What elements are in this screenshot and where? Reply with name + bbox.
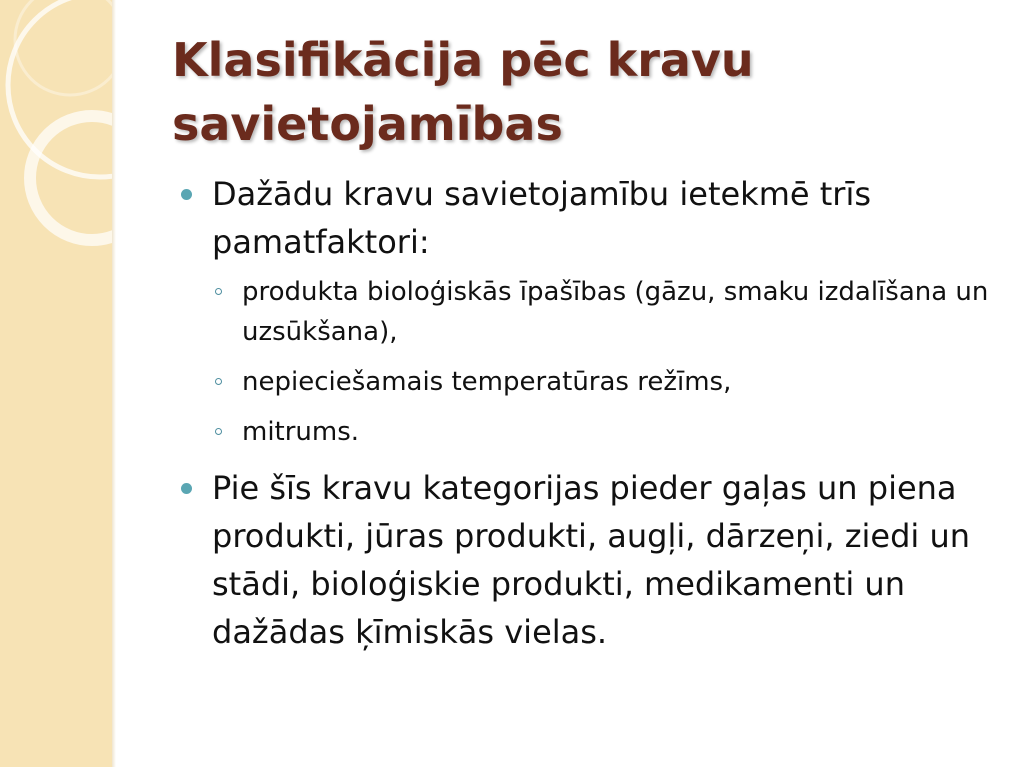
decorative-side-band bbox=[0, 0, 112, 767]
sub-bullet-ring-icon bbox=[215, 378, 222, 385]
sub-bullet-item bbox=[208, 412, 1000, 452]
sub-bullet-ring-icon bbox=[215, 428, 222, 435]
bullet-dot-icon bbox=[181, 483, 192, 494]
sub-bullet-list bbox=[208, 272, 1000, 452]
sub-bullet-item bbox=[208, 362, 1000, 402]
sub-bullet-text: produkta bioloģiskās īpašības (gāzu, smaku izdalīšana un uzsūkšana), bbox=[242, 277, 989, 347]
sub-bullet-text: nepieciešamais temperatūras režīms, bbox=[242, 367, 732, 397]
sub-bullet-ring-icon bbox=[215, 288, 222, 295]
side-band-edge bbox=[112, 0, 116, 767]
bullet-item bbox=[180, 170, 1000, 266]
bullet-text: Dažādu kravu savietojamību ietekmē trīs pamatfaktori: bbox=[212, 175, 871, 261]
decorative-circles bbox=[0, 0, 112, 767]
slide-content bbox=[180, 170, 1000, 656]
sub-bullet-item bbox=[208, 272, 1000, 352]
sub-bullet-text: mitrums. bbox=[242, 417, 360, 447]
slide-title: Klasifikācija pēc kravu savietojamības bbox=[172, 33, 754, 151]
bullet-dot-icon bbox=[181, 189, 192, 200]
bullet-text: Pie šīs kravu kategorijas pieder gaļas un piena produkti, jūras produkti, augļi, dārzeņi, ziedi un stādi, bioloģiskie produkti, medikamenti un dažādas ķīmiskās vielas. bbox=[212, 469, 970, 651]
bullet-item bbox=[180, 464, 1000, 656]
